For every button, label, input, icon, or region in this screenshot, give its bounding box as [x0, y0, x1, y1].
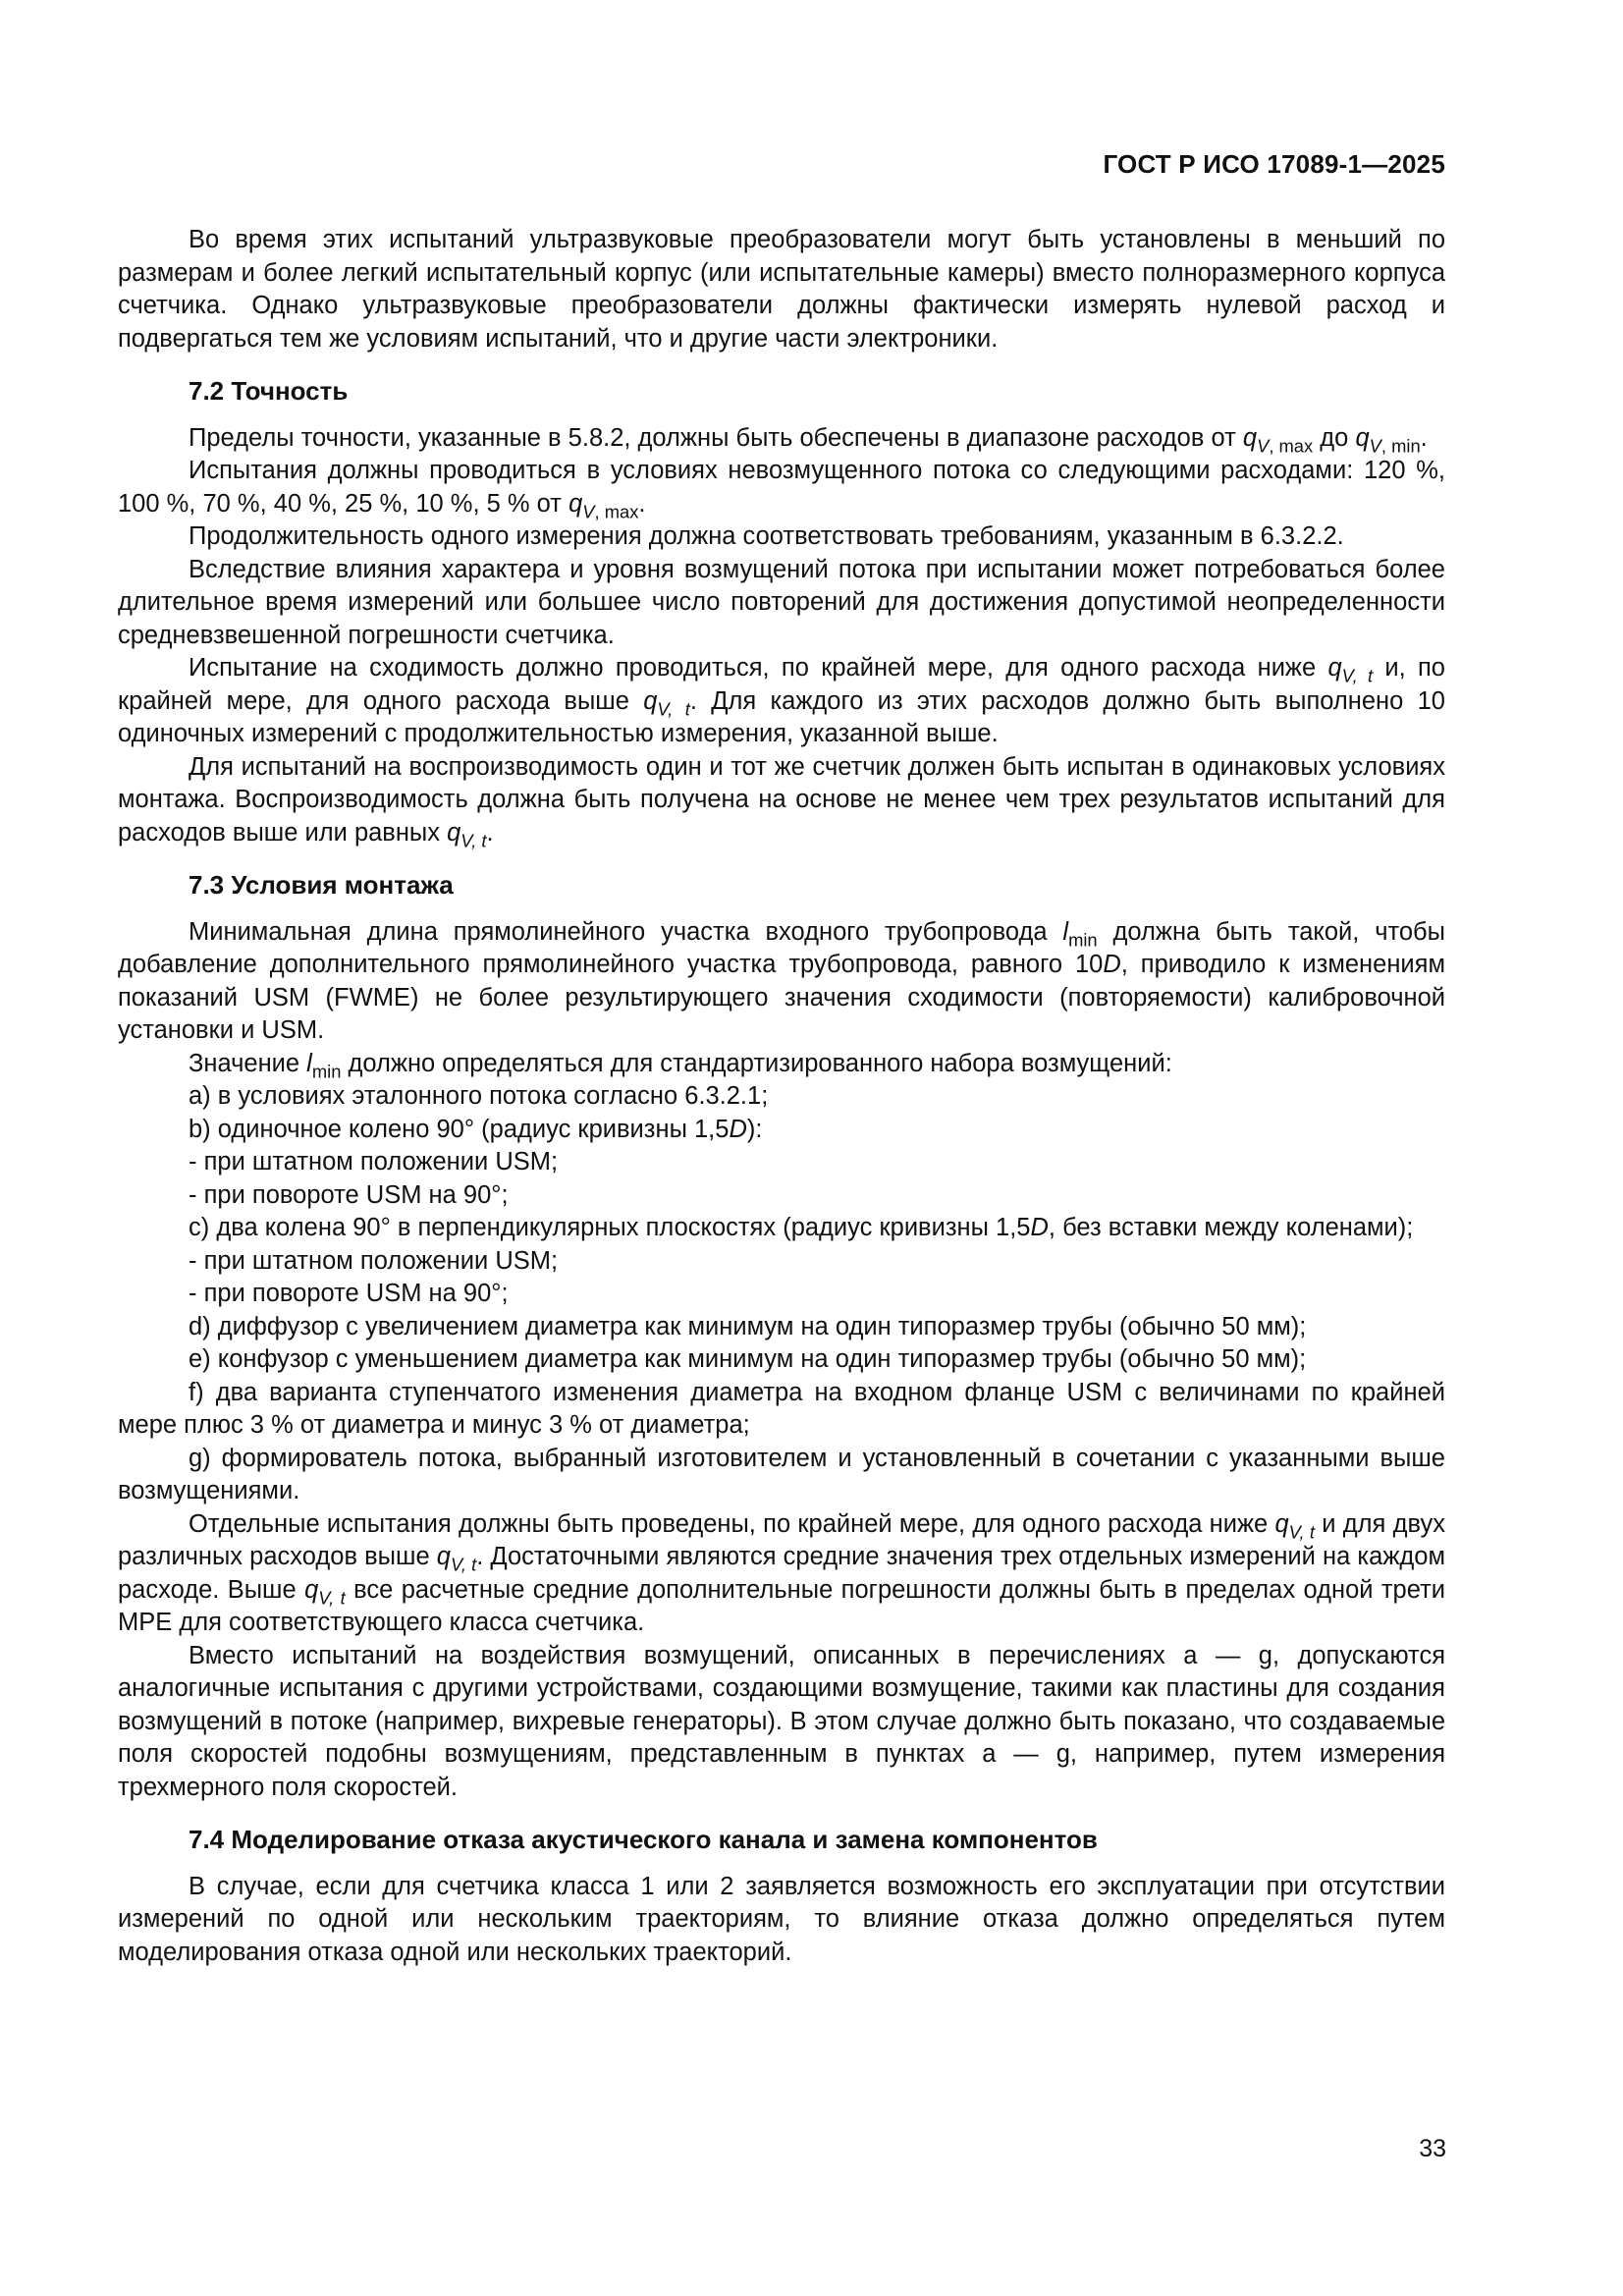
list-subitem-b-2: - при повороте USM на 90°;: [189, 1180, 509, 1209]
list-subitem-c-1: - при штатном положении USM;: [189, 1246, 559, 1275]
section-heading-7-4: 7.4 Моделирование отказа акустического канала и замена компонентов: [189, 1825, 1098, 1854]
paragraph-7-2-4: Вследствие влияния характера и уровня возмущений потока при испытании может потребоваться более длительное время измерений или большее число повторений для достижения допустимой неопределенности средневзвешенной погрешности счетчика.: [118, 555, 1445, 649]
list-item-d: d) диффузор с увеличением диаметра как минимум на один типоразмер трубы (обычно 50 мм);: [189, 1312, 1307, 1340]
paragraph-7-2-6: Для испытаний на воспроизводимость один и тот же счетчик должен быть испытан в одинаковых условиях монтажа. Воспроизводимость должна быть получена на основе не менее чем трех результатов испытаний для расходов выше или равных $q_{V, t}$.: [118, 752, 1445, 850]
paragraph-7-3-3: Отдельные испытания должны быть проведены, по крайней мере, для одного расхода ниже $q_{V, t}$ и для двух различных расходов выше $q_{V, t}$. Достаточными являются средние значения трех отдельных измерений на каждом расходе. Выше $q_{V, t}$ все расчетные средние дополнительные погрешности должны быть в пределах одной трети MPE для соответствующего класса счетчика.: [118, 1509, 1445, 1636]
paragraph-7-2-2: Испытания должны проводиться в условиях невозмущенного потока со следующими расходами: 120 %, 100 %, 70 %, 40 %, 25 %, 10 %, 5 % от $q_{V, max}$.: [118, 457, 1445, 521]
intro-paragraph: Во время этих испытаний ультразвуковые преобразователи могут быть установлены в меньший по размерам и более легкий испытательный корпус (или испытательные камеры) вместо полноразмерного корпуса счетчика. Однако ультразвуковые преобразователи должны фактически измерять нулевой расход и подвергаться тем же условиям испытаний, что и другие части электроники.: [118, 226, 1445, 353]
page-content: [118, 224, 1445, 1969]
list-item-e: e) конфузор с уменьшением диаметра как минимум на один типоразмер трубы (обычно 50 мм);: [189, 1345, 1307, 1373]
section-heading-7-3: 7.3 Условия монтажа: [189, 870, 454, 900]
list-item-c: с) два колена 90° в перпендикулярных плоскостях (радиус кривизны 1,5D, без вставки между коленами);: [189, 1214, 1414, 1241]
page-number: 33: [1419, 2135, 1446, 2162]
paragraph-7-4-1: В случае, если для счетчика класса 1 или 2 заявляется возможность его эксплуатации при отсутствии измерений по одной или нескольким траекториям, то влияние отказа должно определяться путем моделирования отказа одной или нескольких траекторий.: [118, 1872, 1445, 1966]
paragraph-7-3-1: Минимальная длина прямолинейного участка входного трубопровода $l_{min}$ должна быть такой, чтобы добавление дополнительного прямолинейного участка трубопровода, равного 10D, приводило к изменениям показаний USM (FWME) не более результирующего значения сходимости (повторяемости) калибровочной установки и USM.: [118, 917, 1445, 1044]
list-subitem-c-2: - при повороте USM на 90°;: [189, 1280, 509, 1307]
document-header: ГОСТ Р ИСО 17089-1—2025: [1103, 149, 1445, 179]
paragraph-7-2-5: Испытание на сходимость должно проводиться, по крайней мере, для одного расхода ниже $q_{V, t}$ и, по крайней мере, для одного расхода выше $q_{V, t}$. Для каждого из этих расходов должно быть выполнено 10 одиночных измерений с продолжительностью измерения, указанной выше.: [118, 654, 1445, 747]
list-subitem-b-1: - при штатном положении USM;: [189, 1148, 559, 1175]
list-item-f: f) два варианта ступенчатого изменения диаметра на входном фланце USM с величинами по крайней мере плюс 3 % от диаметра и минус 3 % от диаметра;: [118, 1378, 1445, 1439]
list-item-a: a) в условиях эталонного потока согласно 6.3.2.1;: [189, 1082, 769, 1110]
list-item-g: g) формирователь потока, выбранный изготовителем и установленный в сочетании с указанными выше возмущениями.: [118, 1444, 1445, 1504]
paragraph-7-2-1: Пределы точности, указанные в 5.8.2, должны быть обеспечены в диапазоне расходов от $q_{V, max}$ до $q_{V, min}$.: [189, 423, 1428, 456]
section-heading-7-2: 7.2 Точность: [189, 376, 349, 406]
paragraph-7-3-4: Вместо испытаний на воздействия возмущений, описанных в перечислениях а — g, допускаются аналогичные испытания с другими устройствами, создающими возмущение, такими как пластины для создания возмущений в потоке (например, вихревые генераторы). В этом случае должно быть показано, что создаваемые поля скоростей подобны возмущениям, представленным в пунктах а — g, например, путем измерения трехмерного поля скоростей.: [118, 1641, 1445, 1801]
paragraph-7-2-3: Продолжительность одного измерения должна соответствовать требованиям, указанным в 6.3.2.2.: [189, 522, 1344, 550]
list-item-b: b) одиночное колено 90° (радиус кривизны 1,5D):: [189, 1115, 763, 1143]
paragraph-7-3-2: Значение $l_{min}$ должно определяться для стандартизированного набора возмущений:: [189, 1049, 1172, 1081]
